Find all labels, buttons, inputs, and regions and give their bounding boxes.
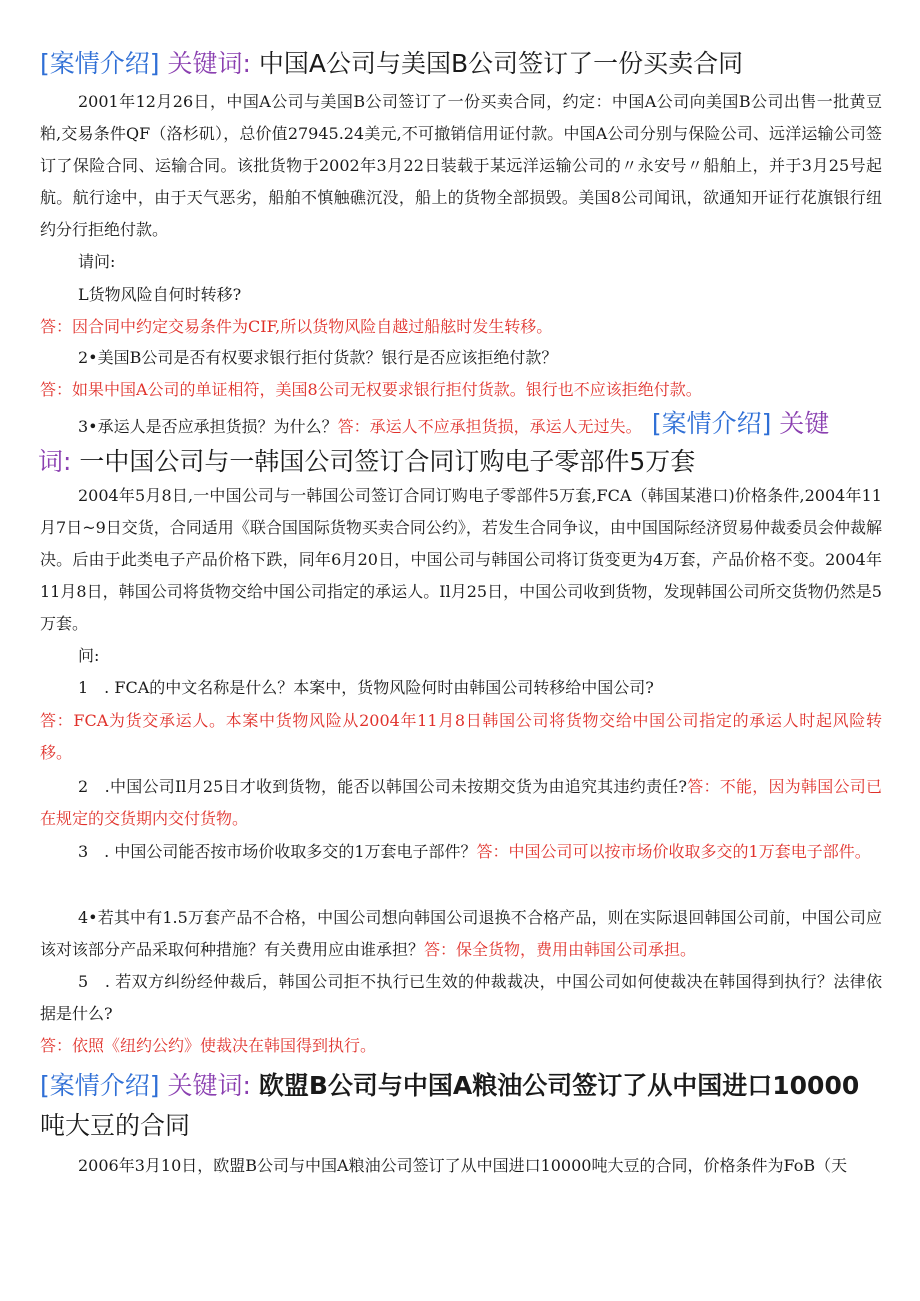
case2-question-4: 4•若其中有1.5万套产品不合格，中国公司想向韩国公司退换不合格产品，则在实际退回韩国公司前，中国公司应该对该部分产品采取何种措施？有关费用应由谁承担？ <box>40 908 882 959</box>
case1-question-3-line <box>40 406 882 445</box>
case2-keyword-label-b: 词: <box>38 447 72 476</box>
case1-question-3: 3•承运人是否应承担货损？为什么？ <box>78 417 338 436</box>
case2-question-2-block <box>40 771 882 835</box>
case2-question-3-block <box>40 836 882 868</box>
case1-answer-2: 答：如果中国A公司的单证相符，美国8公司无权要求银行拒付货款。银行也不应该拒绝付款。 <box>40 380 702 399</box>
case3-keyword-label: 关键词: <box>167 1071 251 1100</box>
case1-heading <box>40 44 890 84</box>
case1-body: 2001年12月26日，中国A公司与美国B公司签订了一份买卖合同，约定：中国A公司向美国B公司出售一批黄豆粕,交易条件QF（洛杉矶），总价值27945.24美元,不可撤销信用证付款。中国A公司分别与保险公司、远洋运输公司签订了保险合同、运输合同。该批货物于2002年3月22日装载于某远洋运输公司的〃永安号〃船舶上，并于3月25号起航。航行途中，由于天气恶劣，船舶不慎触礁沉没，船上的货物全部损毁。美国8公司闻讯，欲通知开证行花旗银行纽约分行拒绝付款。 <box>40 92 882 239</box>
case2-question-2: 2 .中国公司Il月25日才收到货物，能否以韩国公司未按期交货为由追究其违约责任? <box>78 777 688 796</box>
case1-answer-1: 答：因合同中约定交易条件为CIF,所以货物风险自越过船舷时发生转移。 <box>40 317 553 336</box>
case1-question-1: L货物风险自何时转移? <box>78 285 242 304</box>
case2-body: 2004年5月8日,一中国公司与一韩国公司签订合同订购电子零部件5万套,FCA（韩国某港口)价格条件,2004年11月7日~9日交货，合同适用《联合国国际货物买卖合同公约》，若发生合同争议，由中国国际经济贸易仲裁委员会仲裁解决。后由于此类电子产品价格下跌，同年6月20日，中国公司与韩国公司将订货变更为4万套，产品价格不变。2004年11月8日，韩国公司将货物交给中国公司指定的承运人。Il月25日，中国公司收到货物，发现韩国公司所交货物仍然是5万套。 <box>40 486 882 633</box>
case1-title: 中国A公司与美国B公司签订了一份买卖合同 <box>258 49 744 78</box>
case2-question-1: 1 . FCA的中文名称是什么？本案中，货物风险何时由韩国公司转移给中国公司? <box>78 678 654 697</box>
case3-heading-cont <box>40 1106 890 1146</box>
case3-title-a: 欧盟B公司与中国A粮油公司签订了从中国进口10000 <box>258 1071 860 1100</box>
case3-tag: [案情介绍] <box>40 1071 160 1100</box>
case1-ask: 请问: <box>78 252 116 271</box>
case1-tag: [案情介绍] <box>40 49 160 78</box>
case2-answer-2: 答：不能，因为韩国公司已在规定的交货期内交付货物。 <box>40 777 882 828</box>
case2-answer-5: 答：依照《纽约公约》使裁决在韩国得到执行。 <box>40 1036 377 1055</box>
case3-title-b: 吨大豆的合同 <box>40 1111 191 1140</box>
case2-ask: 问: <box>78 646 100 665</box>
case2-question-5: 5 . 若双方纠纷经仲裁后，韩国公司拒不执行已生效的仲裁裁决，中国公司如何使裁决在韩国得到执行？法律依据是什么? <box>40 972 882 1023</box>
case2-title: 一中国公司与一韩国公司签订合同订购电子零部件5万套 <box>79 447 696 476</box>
case1-question-2: 2•美国B公司是否有权要求银行拒付货款？银行是否应该拒绝付款？ <box>78 348 558 367</box>
case2-answer-1: 答：FCA为货交承运人。本案中货物风险从2004年11月8日韩国公司将货物交给中国公司指定的承运人时起风险转移。 <box>40 711 882 762</box>
case3-heading <box>40 1066 890 1106</box>
case2-heading <box>38 442 888 482</box>
case2-question-3: 3 . 中国公司能否按市场价收取多交的1万套电子部件？ <box>78 842 477 861</box>
case2-question-4-block <box>40 902 882 966</box>
case2-keyword-label-a: 关键 <box>779 409 830 438</box>
case2-answer-3: 答：中国公司可以按市场价收取多交的1万套电子部件。 <box>476 842 871 861</box>
case1-keyword-label: 关键词: <box>167 49 251 78</box>
case1-answer-3: 答：承运人不应承担货损，承运人无过失。 <box>337 417 642 436</box>
case3-body: 2006年3月10日，欧盟B公司与中国A粮油公司签订了从中国进口10000吨大豆的合同，价格条件为FoB（天 <box>78 1156 848 1175</box>
case2-answer-4: 答：保全货物，费用由韩国公司承担。 <box>424 940 697 959</box>
case2-tag: [案情介绍] <box>651 409 772 438</box>
